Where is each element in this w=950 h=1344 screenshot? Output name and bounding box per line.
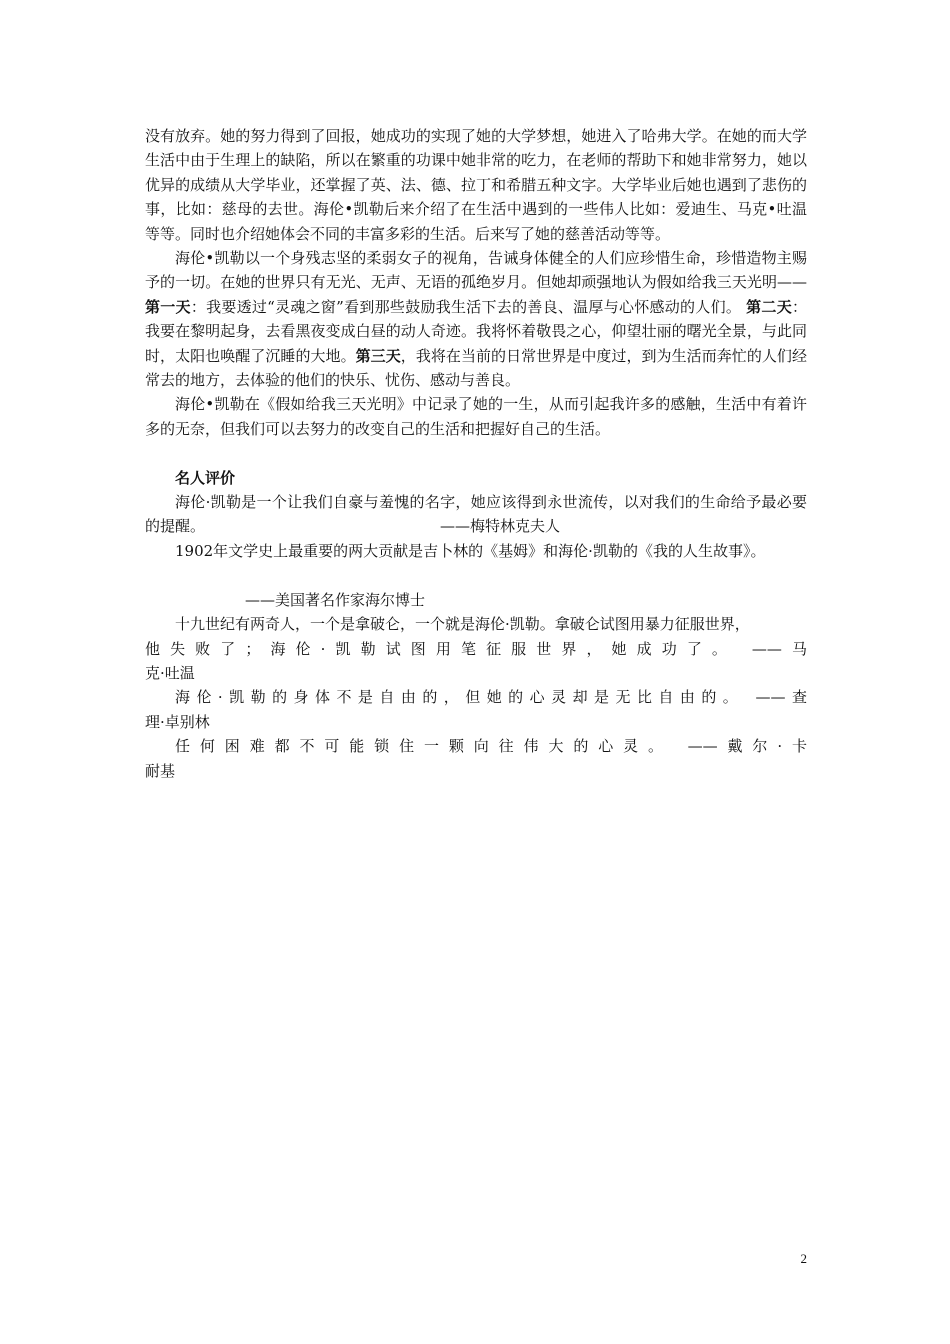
- body-paragraph-1: 没有放弃。她的努力得到了回报，她成功的实现了她的大学梦想，她进入了哈弗大学。在她的而大学生活中由于生理上的缺陷，所以在繁重的功课中她非常的吃力，在老师的帮助下和她非常努力，她以优异的成绩从大学毕业，还掌握了英、法、德、拉丁和希腊五种文字。大学毕业后她也遇到了悲伤的事，比如：慈母的去世。海伦•凯勒后来介绍了在生活中遇到的一些伟人比如：爱迪生、马克•吐温等等。同时也介绍她体会不同的丰富多彩的生活。后来写了她的慈善活动等等。: [145, 127, 807, 243]
- review-quote-4-author: ——查: [755, 688, 807, 707]
- spacer: [145, 441, 807, 465]
- review-quote-3-author-tail: 克·吐温: [145, 663, 195, 682]
- review-quote-5-author-tail: 耐基: [145, 761, 176, 780]
- page-content: [145, 124, 807, 783]
- day-one-text: ：我要透过“灵魂之窗”看到那些鼓励我生活下去的善良、温厚与心怀感动的人们。: [190, 297, 747, 316]
- review-quote-5-text: 任何困难都不可能锁住一颗向往伟大的心灵。: [175, 737, 673, 756]
- review-quote-4-author-tail: 理·卓别林: [145, 712, 210, 731]
- day-two-text: ：我要在黎明起身，去看黑夜变成白昼的动人奇迹。我将怀着敬畏之心，仰望壮丽的曙光全景，与此同时，太阳也唤醒了沉睡的大地。: [145, 297, 807, 365]
- review-quote-5: [145, 734, 807, 758]
- page-number: 2: [800, 1251, 807, 1266]
- body-paragraph-3: 海伦•凯勒在《假如给我三天光明》中记录了她的一生，从而引起我许多的感触，生活中有着许多的无奈，但我们可以去努力的改变自己的生活和把握好自己的生活。: [145, 395, 807, 438]
- review-quote-3-line-1: 十九世纪有两奇人，一个是拿破仑，一个就是海伦·凯勒。拿破仑试图用暴力征服世界，: [175, 615, 750, 634]
- review-quote-1-author: ——梅特林克夫人: [440, 517, 561, 536]
- review-quote-3-text: 他失败了；海伦·凯勒试图用笔征服世界，她成功了。: [145, 639, 738, 658]
- day-two-label: 第二天: [746, 297, 792, 316]
- spacer: [145, 563, 807, 587]
- review-quote-3-author: ——马: [751, 639, 807, 658]
- paragraph-2-intro: 海伦•凯勒以一个身残志坚的柔弱女子的视角，告诫身体健全的人们应珍惜生命，珍惜造物主赐予的一切。在她的世界只有无光、无声、无语的孤绝岁月。但她却顽强地认为假如给我三天光明——: [145, 249, 807, 292]
- review-quote-3-line-2: [145, 637, 807, 661]
- day-one-label: 第一天: [145, 297, 191, 316]
- review-quote-2-text: 1902年文学史上最重要的两大贡献是吉卜林的《基姆》和海伦·凯勒的《我的人生故事》。: [175, 541, 766, 560]
- day-three-text: ，我将在当前的日常世界是中度过，到为生活而奔忙的人们经常去的地方，去体验的他们的快乐、忧伤、感动与善良。: [145, 346, 807, 390]
- review-quote-2-author: ——美国著名作家海尔博士: [245, 590, 426, 609]
- review-quote-4: [145, 685, 807, 709]
- reviews-heading: 名人评价: [175, 468, 236, 487]
- review-quote-5-author: ——戴尔·卡: [687, 737, 807, 756]
- day-three-label: 第三天: [355, 346, 401, 365]
- body-paragraph-2: [145, 246, 807, 392]
- review-quote-1: [145, 490, 807, 539]
- review-quote-1-text: 海伦·凯勒是一个让我们自豪与羞愧的名字，她应该得到永世流传，以对我们的生命给予最必要的提醒。: [145, 493, 807, 536]
- review-quote-4-text: 海伦·凯勒的身体不是自由的，但她的心灵却是无比自由的。: [175, 688, 745, 707]
